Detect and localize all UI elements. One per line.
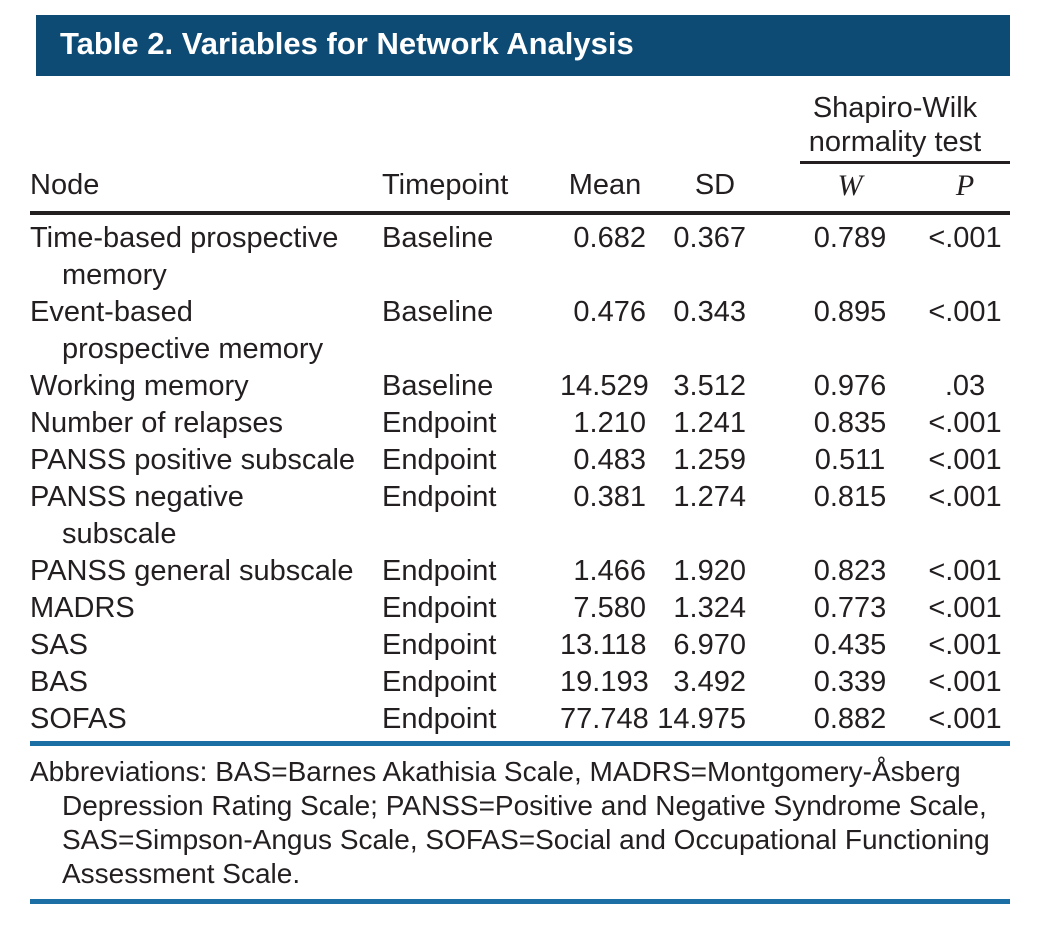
node-label: PANSS negative: [30, 481, 244, 513]
p-cell: <.001: [928, 555, 1002, 587]
w-cell: 0.823: [813, 555, 887, 587]
table-row: [30, 405, 1010, 442]
mean-cell: 7.580: [573, 592, 646, 624]
node-label: PANSS general subscale: [30, 555, 354, 587]
timepoint-cell: Endpoint: [382, 407, 497, 439]
spanner-row: [30, 91, 1010, 164]
col-header-node: Node: [30, 164, 382, 213]
footnote-line: SAS=Simpson-Angus Scale, SOFAS=Social and Occupational Functioning: [62, 824, 990, 855]
spanner-label-line2: normality test: [808, 126, 982, 158]
timepoint-cell: Baseline: [382, 222, 494, 254]
node-label-wrap: memory: [62, 259, 167, 291]
p-cell: <.001: [928, 592, 1002, 624]
node-cell: [30, 442, 382, 479]
sd-cell: 0.343: [673, 296, 746, 328]
col-header-p: P: [920, 164, 1010, 213]
node-cell: [30, 479, 382, 553]
node-cell: [30, 368, 382, 405]
sd-cell: 3.492: [673, 666, 746, 698]
col-header-mean: Mean: [560, 164, 650, 213]
spanner-spacer: [30, 91, 780, 164]
footnote-bottom-rule: [30, 899, 1010, 904]
mean-cell: 77.748: [560, 703, 649, 735]
sd-cell: 1.274: [673, 481, 746, 513]
variables-table: [30, 91, 1010, 738]
footnote-line: Depression Rating Scale; PANSS=Positive and Negative Syndrome Scale,: [62, 790, 987, 821]
table-title: Table 2. Variables for Network Analysis: [60, 26, 634, 61]
node-cell: [30, 213, 382, 294]
sd-cell: 3.512: [673, 370, 746, 402]
p-cell: <.001: [928, 703, 1002, 735]
table-row: [30, 664, 1010, 701]
w-cell: 0.882: [813, 703, 887, 735]
p-cell: <.001: [928, 666, 1002, 698]
timepoint-cell: Endpoint: [382, 444, 497, 476]
sd-cell: 6.970: [673, 629, 746, 661]
timepoint-cell: Endpoint: [382, 592, 497, 624]
w-cell: 0.976: [813, 370, 887, 402]
footnote-top-rule: [30, 741, 1010, 746]
node-cell: [30, 627, 382, 664]
col-header-sd: SD: [650, 164, 780, 213]
mean-cell: 0.381: [573, 481, 646, 513]
node-label-wrap: subscale: [62, 518, 177, 550]
sd-cell: 14.975: [657, 703, 746, 735]
node-label: SOFAS: [30, 703, 127, 735]
node-label: Event-based: [30, 296, 193, 328]
w-cell: 0.339: [813, 666, 887, 698]
w-cell: 0.773: [813, 592, 887, 624]
node-label: Time-based prospective: [30, 222, 339, 254]
p-cell: <.001: [928, 481, 1002, 513]
table-row: [30, 701, 1010, 738]
sd-cell: 0.367: [673, 222, 746, 254]
p-cell: <.001: [928, 407, 1002, 439]
node-label: PANSS positive subscale: [30, 444, 356, 476]
footnote-line: Abbreviations: BAS=Barnes Akathisia Scale, MADRS=Montgomery-Åsberg: [30, 756, 961, 787]
table-title-bar: [36, 15, 1010, 76]
node-cell: [30, 294, 382, 368]
p-cell: <.001: [928, 222, 1002, 254]
p-cell: <.001: [928, 629, 1002, 661]
mean-cell: 0.476: [573, 296, 646, 328]
table-row: [30, 553, 1010, 590]
timepoint-cell: Endpoint: [382, 703, 497, 735]
w-cell: 0.895: [813, 296, 887, 328]
node-label: MADRS: [30, 592, 135, 624]
mean-cell: 1.210: [573, 407, 646, 439]
table-row: [30, 294, 1010, 368]
table-row: [30, 442, 1010, 479]
node-label: Working memory: [30, 370, 249, 402]
w-cell: 0.815: [813, 481, 887, 513]
node-label: BAS: [30, 666, 89, 698]
mean-cell: 1.466: [573, 555, 646, 587]
footnote: [30, 755, 1010, 891]
w-cell: 0.435: [813, 629, 887, 661]
w-cell: 0.511: [814, 444, 886, 476]
mean-cell: 19.193: [560, 666, 649, 698]
node-cell: [30, 405, 382, 442]
mean-cell: 14.529: [560, 370, 649, 402]
node-label: SAS: [30, 629, 89, 661]
timepoint-cell: Endpoint: [382, 629, 497, 661]
timepoint-cell: Baseline: [382, 370, 494, 402]
sd-cell: 1.920: [673, 555, 746, 587]
node-cell: [30, 590, 382, 627]
footnote-line: Assessment Scale.: [62, 858, 301, 889]
sd-cell: 1.241: [673, 407, 746, 439]
spanner-header: [780, 91, 1010, 164]
p-cell: .03: [944, 370, 986, 402]
node-cell: [30, 553, 382, 590]
node-label-wrap: prospective memory: [62, 333, 324, 365]
node-cell: [30, 664, 382, 701]
sd-cell: 1.324: [673, 592, 746, 624]
timepoint-cell: Endpoint: [382, 481, 497, 513]
table-row: [30, 368, 1010, 405]
mean-cell: 0.483: [573, 444, 646, 476]
node-label: Number of relapses: [30, 407, 284, 439]
node-cell: [30, 701, 382, 738]
table-row: [30, 213, 1010, 294]
column-header-row: [30, 164, 1010, 213]
w-cell: 0.789: [813, 222, 887, 254]
col-header-w: W: [780, 164, 920, 213]
mean-cell: 13.118: [560, 629, 647, 661]
w-cell: 0.835: [813, 407, 887, 439]
spanner-label-line1: Shapiro-Wilk: [812, 92, 978, 124]
p-cell: <.001: [928, 444, 1002, 476]
mean-cell: 0.682: [573, 222, 646, 254]
table-row: [30, 479, 1010, 553]
table-row: [30, 627, 1010, 664]
timepoint-cell: Baseline: [382, 296, 494, 328]
sd-cell: 1.259: [673, 444, 746, 476]
col-header-timepoint: Timepoint: [382, 164, 560, 213]
p-cell: <.001: [928, 296, 1002, 328]
table-row: [30, 590, 1010, 627]
timepoint-cell: Endpoint: [382, 666, 497, 698]
timepoint-cell: Endpoint: [382, 555, 497, 587]
